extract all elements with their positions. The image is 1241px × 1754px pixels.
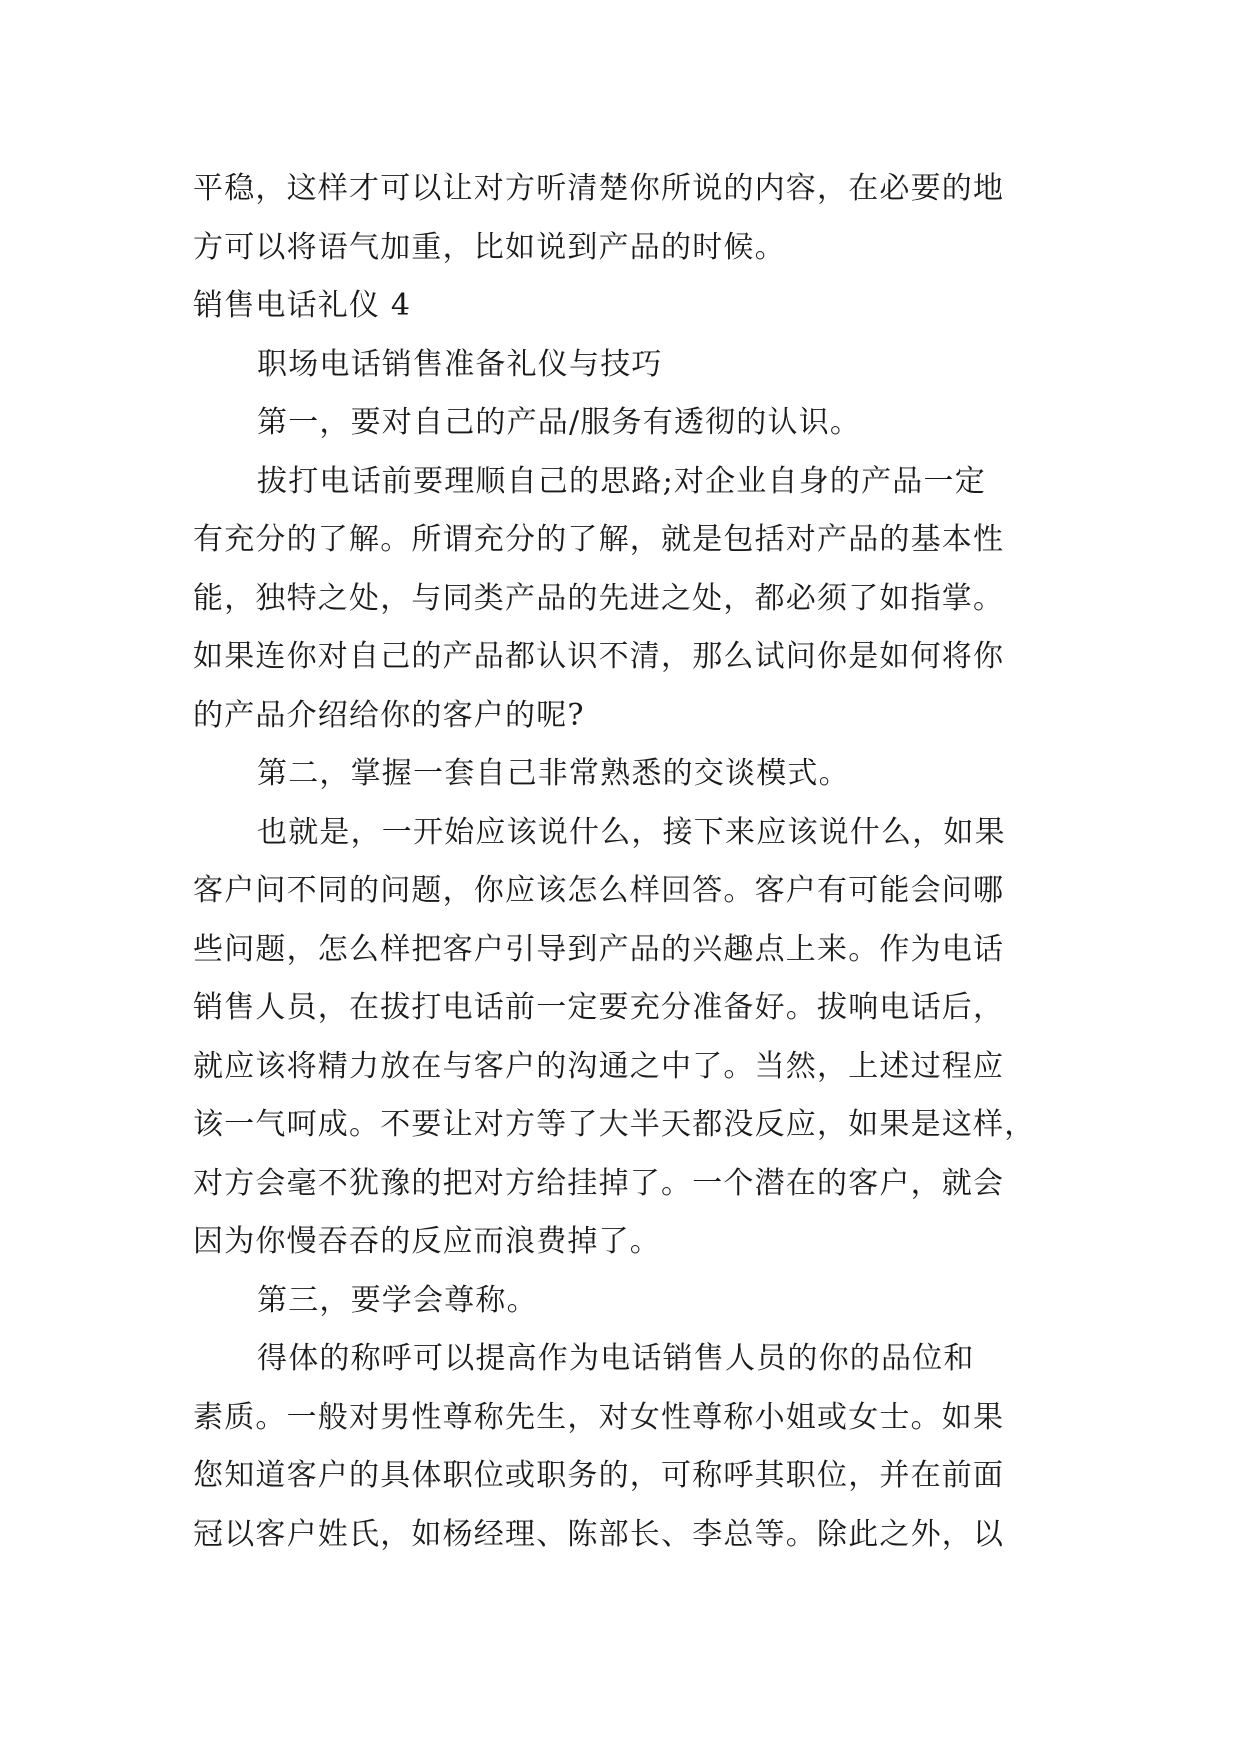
text-line: 素质。一般对男性尊称先生，对女性尊称小姐或女士。如果 bbox=[193, 1399, 1005, 1435]
text-line: 方可以将语气加重，比如说到产品的时候。 bbox=[193, 229, 786, 265]
text-line: 平稳，这样才可以让对方听清楚你所说的内容，在必要的地 bbox=[193, 171, 1005, 206]
article-title: 职场电话销售准备礼仪与技巧 bbox=[257, 346, 663, 382]
text-line: 客户问不同的问题，你应该怎么样回答。客户有可能会问哪 bbox=[193, 873, 1005, 908]
text-line: 销售人员，在拔打电话前一定要充分准备好。拔响电话后， bbox=[193, 990, 1005, 1025]
point-heading-1: 第一，要对自己的产品/服务有透彻的认识。 bbox=[257, 405, 862, 440]
text-line: 就应该将精力放在与客户的沟通之中了。当然，上述过程应 bbox=[193, 1048, 1005, 1084]
text-line: 的产品介绍给你的客户的呢? bbox=[193, 697, 585, 733]
text-line: 也就是，一开始应该说什么，接下来应该说什么，如果 bbox=[257, 814, 1006, 850]
text-line: 有充分的了解。所谓充分的了解，就是包括对产品的基本性 bbox=[193, 522, 1005, 557]
text-line: 些问题，怎么样把客户引导到产品的兴趣点上来。作为电话 bbox=[193, 931, 1005, 967]
point-heading-2: 第二，掌握一套自己非常熟悉的交谈模式。 bbox=[257, 756, 850, 791]
text-line: 该一气呵成。不要让对方等了大半天都没反应，如果是这样， bbox=[193, 1107, 1036, 1142]
section-heading: 销售电话礼仪 4 bbox=[193, 288, 412, 323]
text-line: 冠以客户姓氏，如杨经理、陈部长、李总等。除此之外，以 bbox=[193, 1516, 1005, 1552]
text-line: 拔打电话前要理顺自己的思路;对企业自身的产品一定 bbox=[257, 463, 986, 499]
document-page bbox=[193, 160, 1073, 1564]
text-line: 能，独特之处，与同类产品的先进之处，都必须了如指掌。 bbox=[193, 580, 1005, 616]
text-line: 因为你慢吞吞的反应而浪费掉了。 bbox=[193, 1224, 661, 1259]
text-line: 对方会毫不犹豫的把对方给挂掉了。一个潜在的客户，就会 bbox=[193, 1165, 1005, 1201]
text-line: 如果连你对自己的产品都认识不清，那么试问你是如何将你 bbox=[193, 639, 1005, 674]
text-line: 您知道客户的具体职位或职务的，可称呼其职位，并在前面 bbox=[193, 1458, 1005, 1493]
text-line: 得体的称呼可以提高作为电话销售人员的你的品位和 bbox=[257, 1341, 975, 1376]
point-heading-3: 第三，要学会尊称。 bbox=[257, 1282, 538, 1318]
